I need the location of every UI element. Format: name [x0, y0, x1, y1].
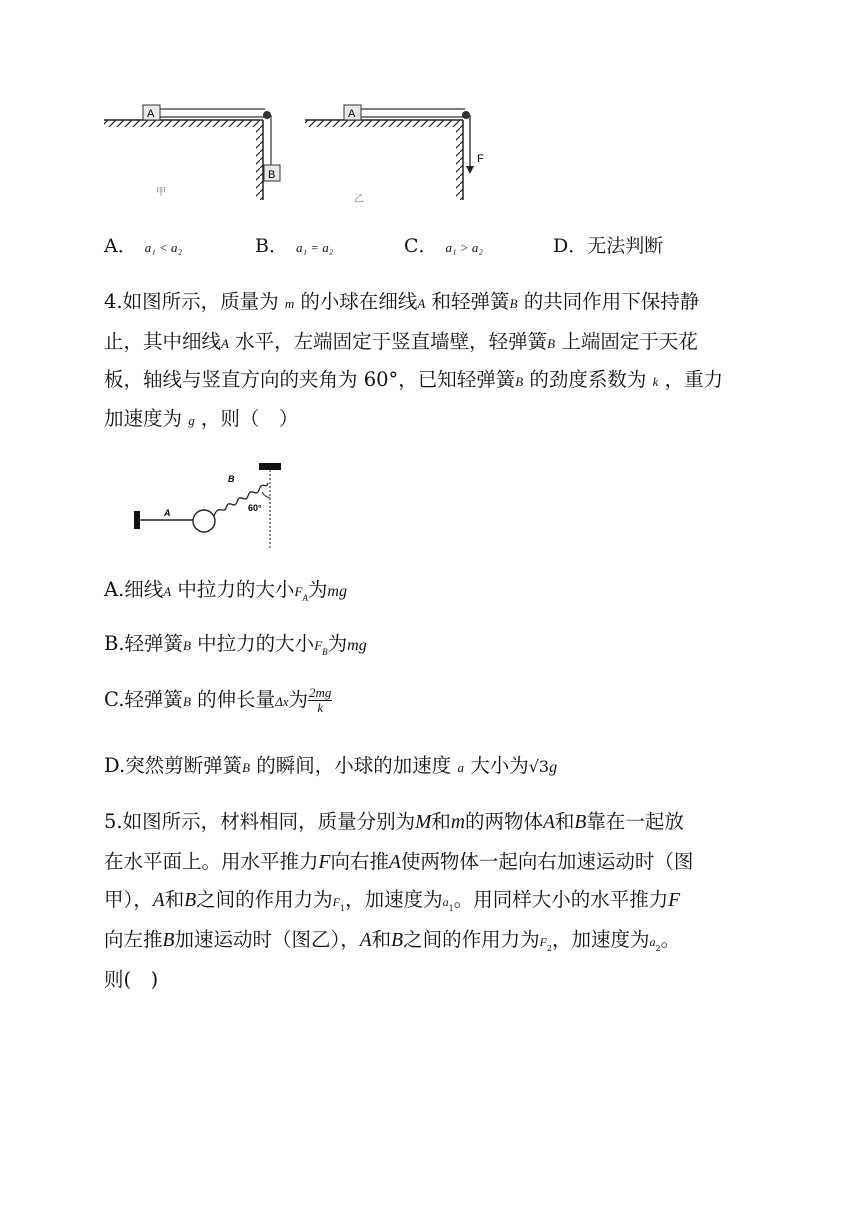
block-a-jia-label: A — [147, 108, 155, 120]
string-a-label: A — [164, 508, 171, 518]
q5-line-4: 向左推B加速运动时（图乙），A和B之间的作用力为$F_2$，加速度为$a_2$。 — [104, 928, 681, 953]
q4-line-4: 加速度为 g ，则（ ） — [104, 407, 299, 430]
spring-ball-figure — [128, 458, 298, 553]
q3-option-a[interactable]: A． a₁ < a₂ — [104, 235, 183, 257]
q3-option-b[interactable]: B． a₁ = a₂ — [255, 235, 334, 257]
q5-line-1: 5.如图所示，材料相同，质量分别为M和m的两物体A和B靠在一起放 — [104, 810, 684, 833]
angle-label: 60° — [248, 503, 262, 513]
q4-line-1: 4.如图所示，质量为 m 的小球在细线A 和轻弹簧B 的共同作用下保持静 — [104, 290, 700, 313]
block-b-jia-label: B — [268, 169, 276, 181]
block-a-yi-label: A — [348, 108, 356, 120]
fraction-2mg-over-k: $\frac{2mg}{k}$ — [309, 685, 332, 715]
q4-line-3: 板，轴线与竖直方向的夹角为 60°，已知轻弹簧B 的劲度系数为 k ，重力 — [104, 368, 724, 391]
spring-b-label: B — [228, 474, 235, 484]
q4-line-2: 止，其中细线A 水平，左端固定于竖直墙壁，轻弹簧B 上端固定于天花 — [104, 330, 698, 353]
q4-option-a[interactable]: A.细线A 中拉力的大小$F_A$为mg — [104, 578, 347, 603]
q4-option-c[interactable]: C.轻弹簧B 的伸长量Δx为 $\frac{2mg}{k}$ — [104, 685, 332, 715]
q5-line-2: 在水平面上。用水平推力F向右推A使两物体一起向右加速运动时（图 — [104, 850, 694, 873]
force-label-yi: F — [477, 153, 484, 165]
angle-arc — [262, 492, 270, 498]
caption-jia: 甲 — [156, 187, 166, 198]
pulley-jia — [263, 111, 271, 119]
q5-line-5: 则( ) — [104, 968, 159, 991]
ceiling-block — [259, 463, 281, 470]
q3-option-d[interactable]: D．无法判断 — [553, 235, 664, 257]
q5-line-3: 甲），A和B之间的作用力为$F_1$，加速度为$a_1$。用同样大小的水平推力F — [104, 888, 681, 913]
q3-option-c[interactable]: C． a₁ > a₂ — [404, 235, 483, 257]
figure-jia — [104, 105, 280, 200]
force-arrow-icon — [466, 166, 474, 174]
caption-yi: 乙 — [354, 194, 364, 205]
q4-option-b[interactable]: B.轻弹簧B 中拉力的大小$F_B$为mg — [104, 632, 367, 657]
q4-option-d[interactable]: D.突然剪断弹簧B 的瞬间，小球的加速度 a 大小为√3g — [104, 754, 558, 777]
left-wall — [134, 511, 140, 529]
figure-yi — [305, 105, 484, 205]
pulley-figures — [100, 96, 500, 211]
ball — [193, 510, 215, 532]
pulley-yi — [462, 111, 470, 119]
